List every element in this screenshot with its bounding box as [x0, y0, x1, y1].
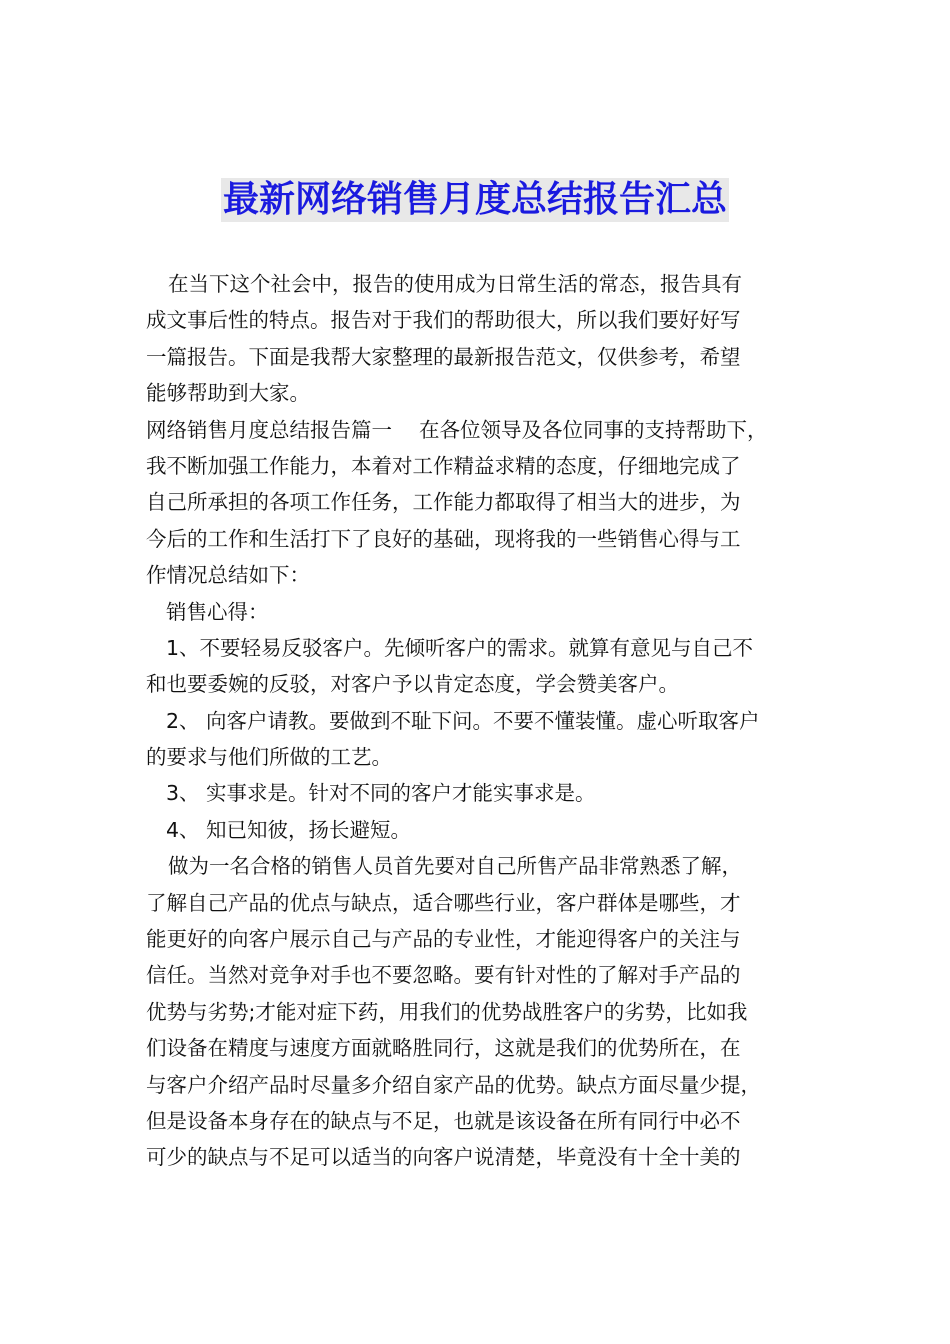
body-line: 3、 实事求是。针对不同的客户才能实事求是。 — [166, 781, 596, 806]
body-line: 信任。当然对竞争对手也不要忽略。要有针对性的了解对手产品的 — [146, 963, 741, 988]
body-line: 做为一名合格的销售人员首先要对自己所售产品非常熟悉了解， — [168, 854, 742, 879]
document-body — [146, 266, 826, 1176]
body-line: 了解自己产品的优点与缺点，适合哪些行业，客户群体是哪些，才 — [146, 890, 741, 915]
body-line: 2、 向客户请教。要做到不耻下问。不要不懂装懂。虚心听取客户 — [166, 708, 760, 733]
body-line: 可少的缺点与不足可以适当的向客户说清楚，毕竟没有十全十美的 — [146, 1145, 741, 1170]
body-line: 4、 知已知彼，扬长避短。 — [166, 817, 412, 842]
body-line: 成文事后性的特点。报告对于我们的帮助很大，所以我们要好好写 — [146, 308, 741, 333]
body-line: 优势与劣势;才能对症下药，用我们的优势战胜客户的劣势，比如我 — [146, 999, 748, 1024]
body-line: 们设备在精度与速度方面就略胜同行，这就是我们的优势所在，在 — [146, 1036, 741, 1061]
body-line: 与客户介绍产品时尽量多介绍自家产品的优势。缺点方面尽量少提， — [146, 1072, 761, 1097]
body-line: 自己所承担的各项工作任务，工作能力都取得了相当大的进步，为 — [146, 490, 741, 515]
body-line: 1、不要轻易反驳客户。先倾听客户的需求。就算有意见与自己不 — [166, 635, 754, 660]
body-line: 的要求与他们所做的工艺。 — [146, 745, 392, 770]
body-line: 能够帮助到大家。 — [146, 381, 310, 406]
body-line: 我不断加强工作能力，本着对工作精益求精的态度，仔细地完成了 — [146, 453, 741, 478]
document-title: 最新网络销售月度总结报告汇总 — [222, 179, 727, 220]
body-line: 今后的工作和生活打下了良好的基础，现将我的一些销售心得与工 — [146, 526, 741, 551]
body-line: 一篇报告。下面是我帮大家整理的最新报告范文，仅供参考，希望 — [146, 344, 741, 369]
body-line: 销售心得： — [166, 599, 269, 624]
body-line: 和也要委婉的反驳，对客户予以肯定态度，学会赞美客户。 — [146, 672, 679, 697]
body-line: 能更好的向客户展示自己与产品的专业性，才能迎得客户的关注与 — [146, 927, 741, 952]
title-container — [0, 178, 950, 222]
body-line: 但是设备本身存在的缺点与不足，也就是该设备在所有同行中必不 — [146, 1108, 741, 1133]
body-line: 在当下这个社会中，报告的使用成为日常生活的常态，报告具有 — [168, 272, 742, 296]
body-line: 网络销售月度总结报告篇一 在各位领导及各位同事的支持帮助下， — [146, 417, 768, 442]
body-line: 作情况总结如下： — [146, 563, 310, 588]
